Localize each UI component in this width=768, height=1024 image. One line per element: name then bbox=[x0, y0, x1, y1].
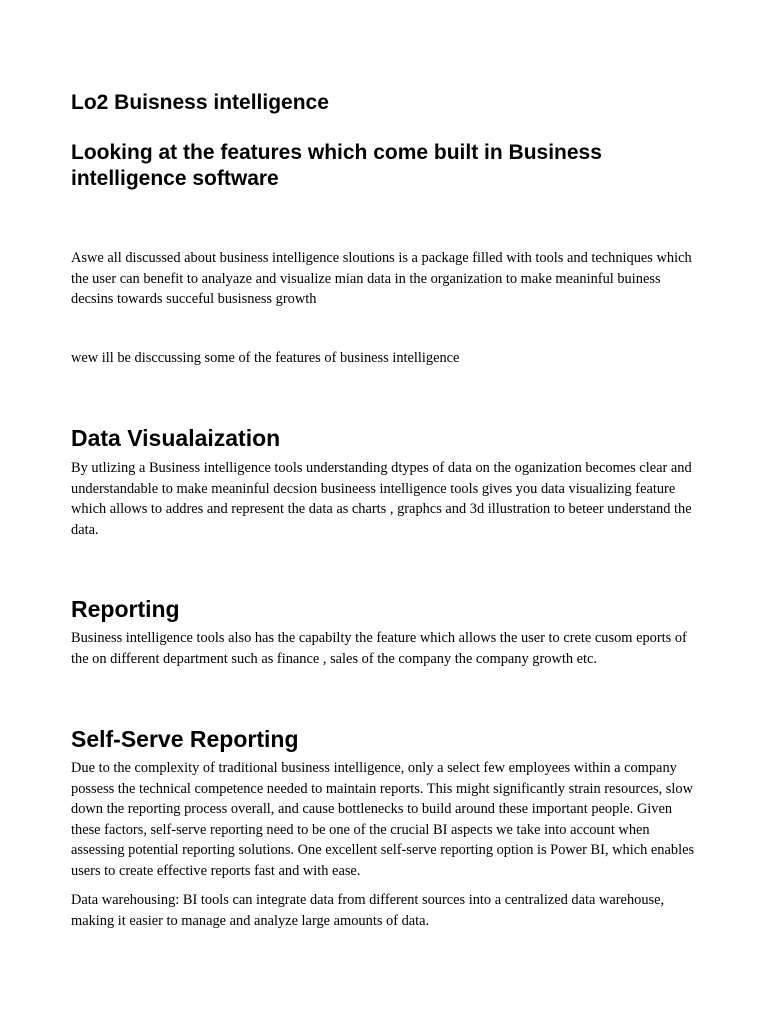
intro-paragraph: Aswe all discussed about business intelligence sloutions is a package filled with tools and techniques which the user can benefit to analyaze and visualize mian data in the organization to make meaninful buiness decsins towards succeful busisness growth bbox=[71, 250, 692, 308]
section-body-reporting: Business intelligence tools also has the capabilty the feature which allows the user to crete cusom eports of the on different department such as finance , sales of the company the company growth etc. bbox=[71, 630, 687, 667]
section-heading-self-serve-reporting: Self-Serve Reporting bbox=[71, 726, 299, 752]
section-heading-reporting: Reporting bbox=[71, 596, 180, 622]
data-warehousing-paragraph: Data warehousing: BI tools can integrate data from different sources into a centralized data warehouse, making it easier to manage and analyze large amounts of data. bbox=[71, 892, 665, 929]
section-heading-data-visualization: Data Visualaization bbox=[71, 425, 281, 451]
document-subtitle: Looking at the features which come built in Business intelligence software bbox=[71, 141, 602, 190]
section-body-self-serve-reporting: Due to the complexity of traditional business intelligence, only a select few employees within a company possess the technical competence needed to maintain reports. This might significantly strain resources, slow down the reporting process overall, and cause bottlenecks to build around these important people. Given these factors, self-serve reporting need to be one of the crucial BI aspects we take into account when assessing potential reporting solutions. One excellent self-serve reporting option is Power BI, which enables users to create effective reports fast and with ease. bbox=[71, 760, 695, 879]
intro-line: wew ill be disccussing some of the features of business intelligence bbox=[71, 350, 460, 366]
document-title: Lo2 Buisness intelligence bbox=[71, 91, 329, 114]
section-body-data-visualization: By utlizing a Business intelligence tools understanding dtypes of data on the oganization becomes clear and understandable to make meaninful decsion busineess intelligence tools gives you data visualizing feature which allows to addres and represent the data as charts , graphcs and 3d illustration to beteer understand the data. bbox=[71, 460, 692, 538]
